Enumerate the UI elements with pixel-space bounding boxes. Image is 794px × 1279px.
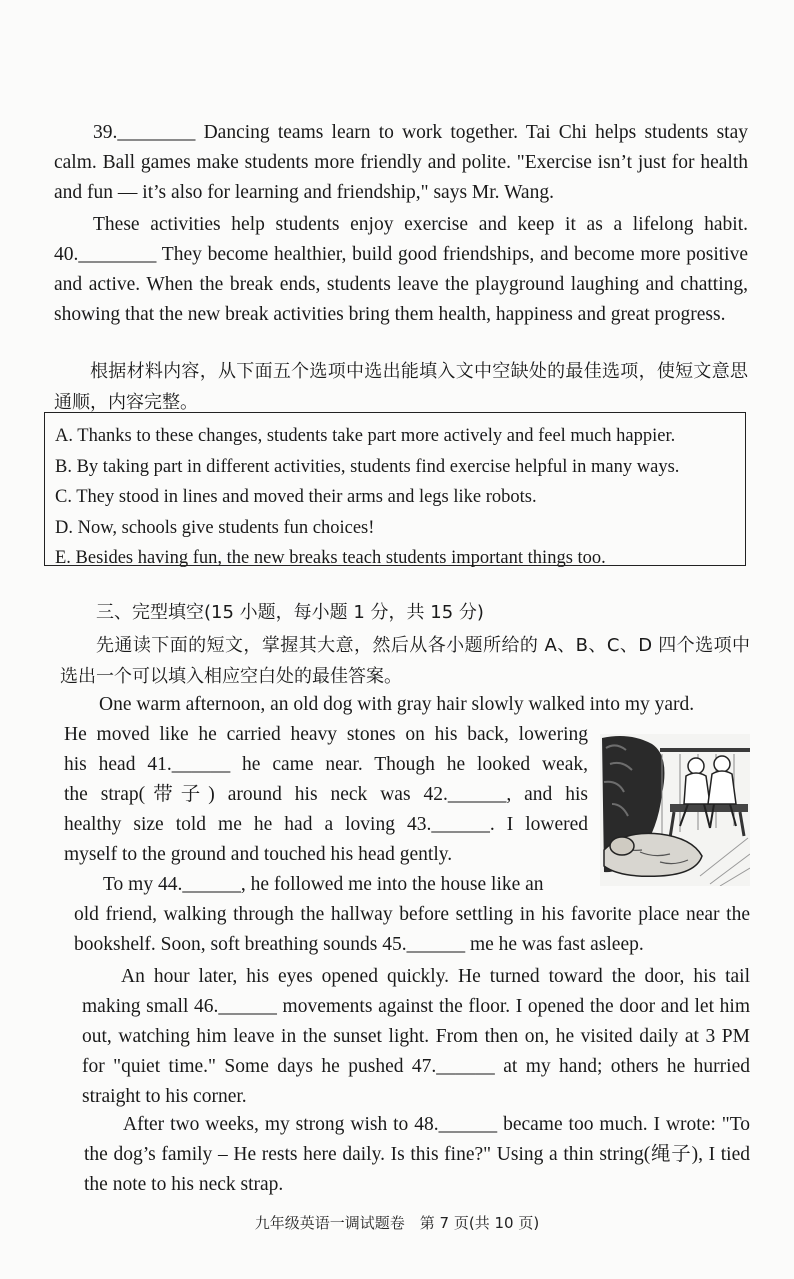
cloze-line: myself to the ground and touched his head gently. [64, 844, 453, 865]
cloze-paragraph-4: After two weeks, my strong wish to 48.______ became too much. I wrote: "To the dog’s family – He rests here daily. Is this fine?" Using a thin string(绳子), I tied the note to his neck strap. [84, 1114, 750, 1195]
section-instruction: 先通读下面的短文，掌握其大意，然后从各小题所给的 A、B、C、D 四个选项中选出一个可以填入相应空白处的最佳答案。 [60, 635, 750, 687]
option-e: E. Besides having fun, the new breaks teach students important things too. [55, 548, 606, 568]
cloze-line: healthy size told me he had a loving 43.______. I lowered [64, 814, 588, 835]
cloze-paragraph-1-first-line: One warm afternoon, an old dog with gray hair slowly walked into my yard. [99, 694, 695, 715]
passage-paragraph-39: 39.________ Dancing teams learn to work together. Tai Chi helps students stay calm. Ball games make students more friendly and polite. "Exercise isn’t just for health and fun — it’s also for learning and friendship," says Mr. Wang. [54, 122, 748, 203]
cloze-paragraph-3: An hour later, his eyes opened quickly. He turned toward the door, his tail making small 46.______ movements against the floor. I opened the door and let him out, watching him leave in the sunset light. From then on, he visited daily at 3 PM for "quiet time." Some days he pushed 47.______ at my hand; others he hurried straight to his corner. [82, 966, 750, 1107]
option-d: D. Now, schools give students fun choices! [55, 517, 375, 538]
page-footer: 九年级英语一调试题卷 第 7 页(共 10 页) [254, 1214, 540, 1232]
illustration-dog-and-couple [600, 734, 750, 886]
cloze-line: his head 41.______ he came near. Though he looked weak, [64, 754, 588, 775]
task-instruction: 根据材料内容，从下面五个选项中选出能填入文中空缺处的最佳选项，使短文意思通顺，内容完整。 [54, 361, 748, 413]
section-heading: 三、完型填空(15 小题，每小题 1 分，共 15 分) [96, 602, 484, 623]
cloze-paragraph-1 [64, 720, 588, 870]
option-b: B. By taking part in different activities, students find exercise helpful in many ways. [55, 456, 680, 477]
cloze-line: the strap(带子) around his neck was 42.______, and his [64, 784, 588, 805]
option-a: A. Thanks to these changes, students take part more actively and feel much happier. [55, 426, 676, 446]
options-box [44, 412, 746, 566]
passage-paragraph-40: These activities help students enjoy exercise and keep it as a lifelong habit. 40.________ They become healthier, build good friendships, and become more positive and active. When the break ends, students leave the playground laughing and chatting, showing that the new break activities bring them health, happiness and great progress. [54, 214, 748, 325]
option-c: C. They stood in lines and moved their arms and legs like robots. [55, 487, 537, 507]
cloze-paragraph-2: old friend, walking through the hallway before settling in his favorite place near the bookshelf. Soon, soft breathing sounds 45.______ me he was fast asleep. [74, 904, 750, 955]
cloze-paragraph-2-first-line: To my 44.______, he followed me into the house like an [103, 874, 544, 895]
cloze-line: He moved like he carried heavy stones on his back, lowering [64, 724, 588, 745]
